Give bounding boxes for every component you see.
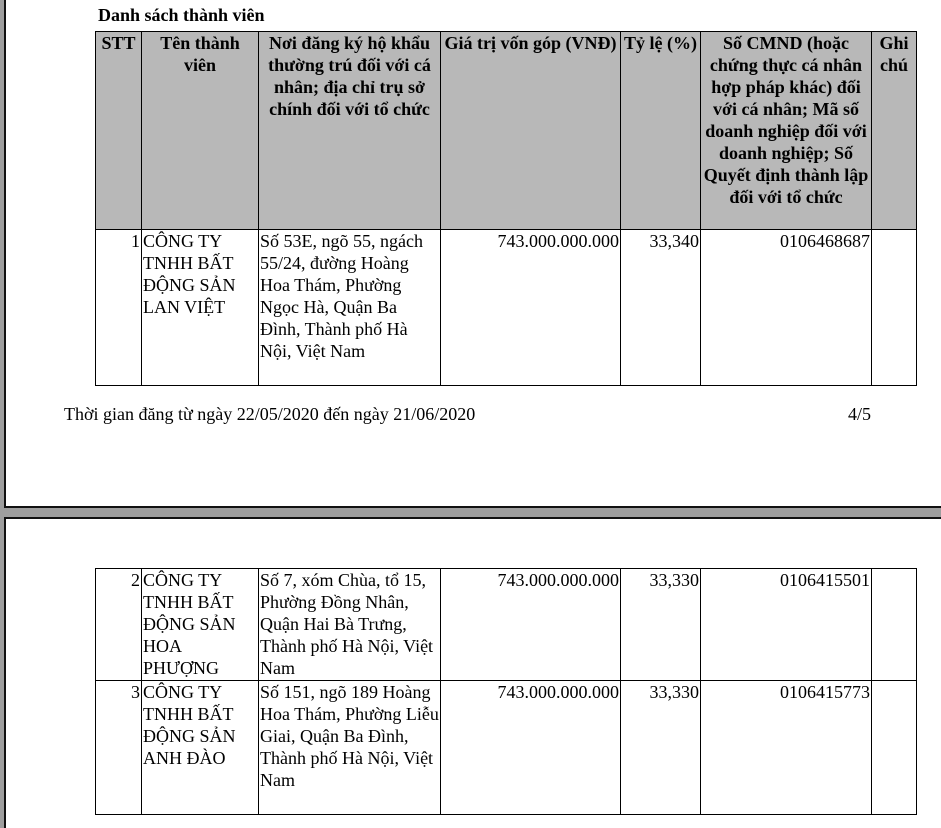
- row-stt: 3: [96, 681, 142, 815]
- section-title: Danh sách thành viên: [98, 5, 265, 25]
- members-table-continued: [95, 568, 917, 815]
- row-id: 0106415501: [701, 569, 872, 681]
- row-capital: 743.000.000.000: [441, 681, 621, 815]
- row-id: 0106415773: [701, 681, 872, 815]
- page-number: 4/5: [848, 404, 872, 424]
- members-table: [95, 31, 917, 386]
- row-address: Số 53E, ngõ 55, ngách 55/24, đường Hoàng Hoa Thám, Phường Ngọc Hà, Quận Ba Đình, Thành phố Hà Nội, Việt Nam: [259, 230, 441, 386]
- table-row: [96, 569, 917, 681]
- header-ratio: Tỷ lệ (%): [621, 32, 701, 230]
- header-note: Ghi chú: [872, 32, 917, 230]
- row-address: Số 7, xóm Chùa, tổ 15, Phường Đồng Nhân, Quận Hai Bà Trưng, Thành phố Hà Nội, Việt Nam: [259, 569, 441, 681]
- row-stt: 1: [96, 230, 142, 386]
- document-page-4: [4, 0, 941, 508]
- row-id: 0106468687: [701, 230, 872, 386]
- table-row: [96, 230, 917, 386]
- header-address: Nơi đăng ký hộ khẩu thường trú đối với cá nhân; địa chỉ trụ sở chính đối với tổ chức: [259, 32, 441, 230]
- row-ratio: 33,340: [621, 230, 701, 386]
- posting-period: Thời gian đăng từ ngày 22/05/2020 đến ngày 21/06/2020: [64, 404, 476, 424]
- row-note: [872, 230, 917, 386]
- header-capital: Giá trị vốn góp (VNĐ): [441, 32, 621, 230]
- row-name: CÔNG TY TNHH BẤT ĐỘNG SẢN ANH ĐÀO: [142, 681, 259, 815]
- row-capital: 743.000.000.000: [441, 230, 621, 386]
- row-address: Số 151, ngõ 189 Hoàng Hoa Thám, Phường Liễu Giai, Quận Ba Đình, Thành phố Hà Nội, Việt Nam: [259, 681, 441, 815]
- row-capital: 743.000.000.000: [441, 569, 621, 681]
- table-row: [96, 681, 917, 815]
- row-name: CÔNG TY TNHH BẤT ĐỘNG SẢN HOA PHƯỢNG: [142, 569, 259, 681]
- row-ratio: 33,330: [621, 569, 701, 681]
- row-ratio: 33,330: [621, 681, 701, 815]
- row-note: [872, 681, 917, 815]
- row-name: CÔNG TY TNHH BẤT ĐỘNG SẢN LAN VIỆT: [142, 230, 259, 386]
- document-page-5: [4, 517, 941, 828]
- header-stt: STT: [96, 32, 142, 230]
- header-name: Tên thành viên: [142, 32, 259, 230]
- row-stt: 2: [96, 569, 142, 681]
- table-header-row: [96, 32, 917, 230]
- header-id: Số CMND (hoặc chứng thực cá nhân hợp pháp khác) đối với cá nhân; Mã số doanh nghiệp đối với doanh nghiệp; Số Quyết định thành lập đối với tổ chức: [701, 32, 872, 230]
- row-note: [872, 569, 917, 681]
